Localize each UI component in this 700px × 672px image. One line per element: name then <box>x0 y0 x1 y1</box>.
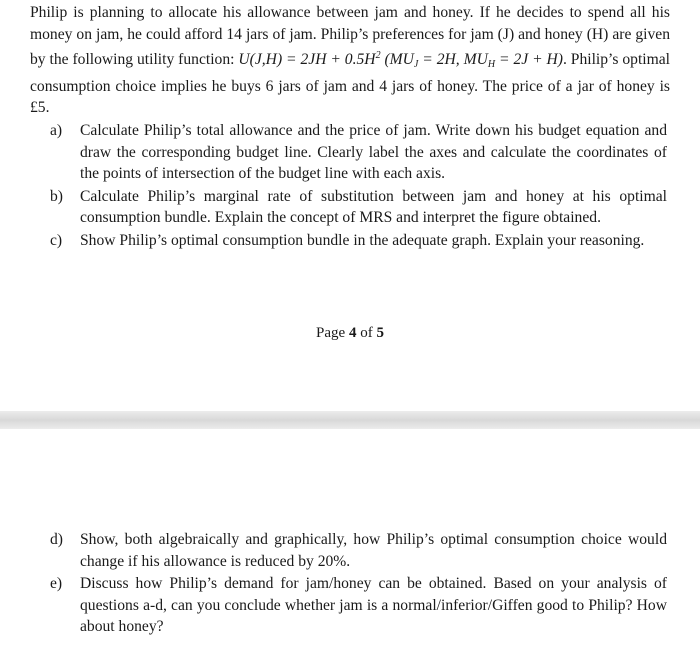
question-list-top <box>50 120 667 253</box>
question-label: b) <box>50 187 63 205</box>
question-text: Discuss how Philip’s demand for jam/honey can be obtained. Based on your analysis of questions a-d, can you conclude whether jam is a normal/inferior/Giffen good to Philip? How about honey? <box>80 575 667 636</box>
utility-function: $U(J,H) = 2JH + 0.5H^2$ ($MU_J = 2H$, $MU_H = 2J + H$) <box>238 50 563 71</box>
page-divider <box>0 411 700 429</box>
intro-text-1: Philip is planning to allocate his allowance between jam and honey. If he decides to spend all his money on jam, he could afford 14 jars of jam. Philip’s preferences for jam (J) and honey (H) are given by the following utility function: <box>30 4 670 69</box>
question-d <box>50 529 667 572</box>
problem-statement <box>30 2 670 119</box>
question-label: a) <box>50 122 63 139</box>
intro-text-2: . Philip’s optimal consumption choice implies he buys 6 jars of jam and 4 jars of honey. The price of a jar of honey is £5. <box>30 51 671 117</box>
question-label: e) <box>50 575 63 593</box>
question-label: c) <box>50 231 63 249</box>
question-b <box>50 186 667 229</box>
question-text: Calculate Philip’s total allowance and the price of jam. Write down his budget equation and draw the corresponding budget line. Clearly label the axes and calculate the coordinates of the points of intersection of the budget line with each axis. <box>80 122 667 183</box>
question-a <box>50 120 667 185</box>
question-c <box>50 230 667 252</box>
question-label: d) <box>50 531 63 548</box>
question-text: Show Philip’s optimal consumption bundle in the adequate graph. Explain your reasoning. <box>80 231 645 249</box>
question-text: Calculate Philip’s marginal rate of substitution between jam and honey at his optimal consumption bundle. Explain the concept of MRS and interpret the figure obtained. <box>80 187 667 227</box>
question-e <box>50 573 667 638</box>
page-number: Page 4 of 5 <box>316 325 384 341</box>
question-text: Show, both algebraically and graphically, how Philip’s optimal consumption choice would change if his allowance is reduced by 20%. <box>80 531 667 570</box>
question-list-bottom <box>50 529 667 639</box>
